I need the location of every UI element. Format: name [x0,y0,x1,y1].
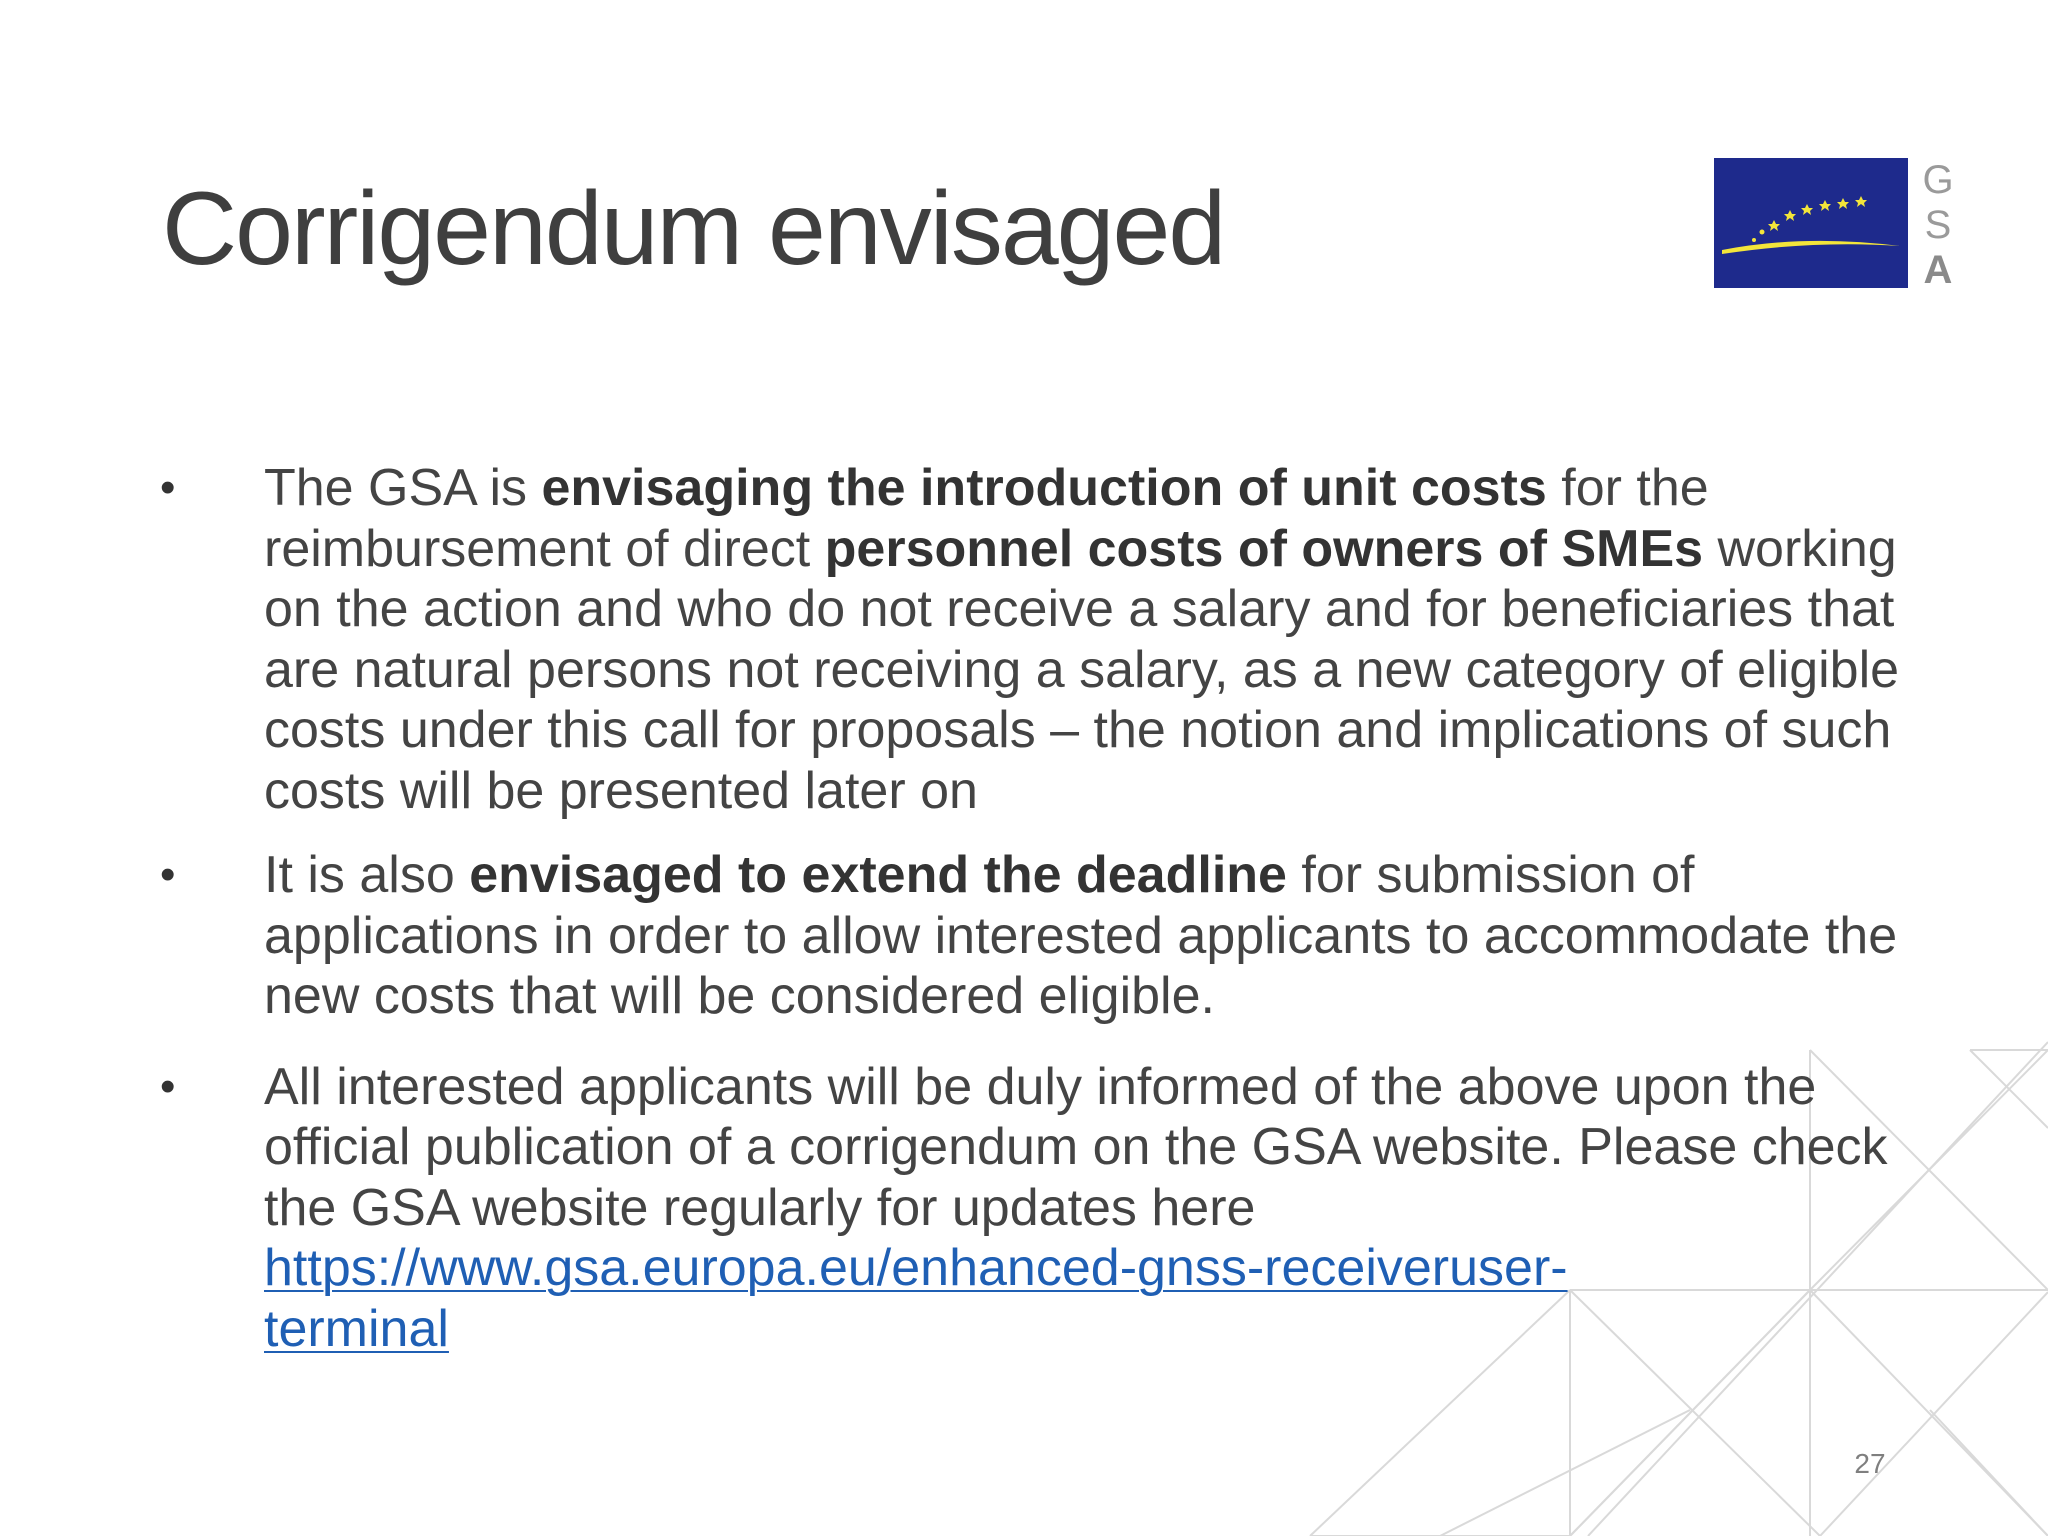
bullet-marker: • [160,1061,176,1111]
bullet-marker: • [160,850,176,899]
bullet-marker: • [160,463,176,512]
bullet-text: The GSA is envisaging the introduction of unit costs for the reimbursement of direct personnel costs of owners of SMEs working on the action and who do not receive a salary and for beneficiaries that are natural persons not receiving a salary, as a new category of eligible costs under this call for proposals – the notion and implications of such costs will be presented later on [264,459,1900,820]
logo-letter-a: A [1923,248,1953,292]
bullet-item-deadline [160,845,1900,1027]
logo-letter-g: G [1922,158,1954,202]
bullet-list [160,458,1900,1383]
bullet-text: It is also envisaged to extend the deadline for submission of applications in order to allow interested applicants to accommodate the new costs that will be considered eligible. [264,846,1898,1025]
page-number: 27 [1854,1448,1886,1479]
bullet-text: All interested applicants will be duly informed of the above upon the official publication of a corrigendum on the GSA website. Please check the GSA website regularly for updates here https://www.gsa.europa.eu/enhanced-gnss-receiveruser- terminal [264,1057,1888,1358]
bullet-item-corrigendum-publication [160,1057,1900,1360]
slide-title: Corrigendum envisaged [162,171,1225,287]
gsa-logo [1714,158,1964,290]
gsa-website-link[interactable]: https://www.gsa.europa.eu/enhanced-gnss-receiveruser- terminal [264,1239,1568,1358]
gsa-logo-letters [1918,160,1958,290]
bullet-item-unit-costs [160,458,1900,821]
logo-letter-s: S [1924,203,1952,247]
gsa-logo-flag-icon [1714,158,1908,288]
